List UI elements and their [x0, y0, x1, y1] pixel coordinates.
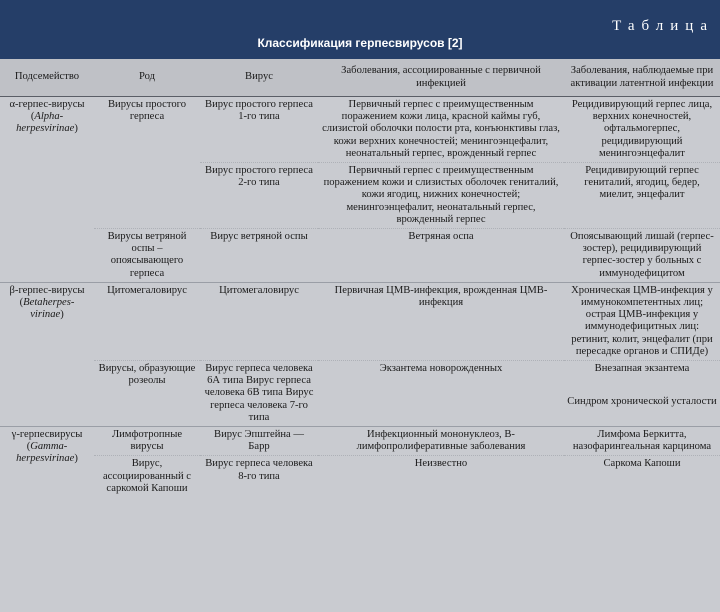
primary-disease-cell: Ветряная оспа [318, 229, 564, 283]
genus-cell: Цитомегаловирус [94, 282, 200, 360]
latent-disease-cell: Внезапная экзантема [564, 361, 720, 394]
latent-disease-cell: Синдром хронической усталости [567, 395, 717, 407]
table-row [0, 361, 720, 394]
subfamily-cell-gamma: γ-герпесвирусы (Gamma-herpesvirinae) [0, 427, 94, 498]
primary-disease-cell: Инфекционный мононуклеоз, В-лимфопролиферативные заболевания [318, 427, 564, 456]
virus-cell: Цитомегаловирус [200, 282, 318, 360]
subfamily-cell-beta: β-герпес-вирусы (Betaherpes-virinae) [0, 282, 94, 426]
herpesvirus-classification-table [0, 59, 720, 497]
genus-cell: Вирусы простого герпеса [107, 99, 187, 123]
subfamily-cell-alpha: α-герпес-вирусы (Alpha-herpesvirinae) [9, 99, 85, 135]
column-header-latent-diseases: Заболевания, наблюдаемые при активации латентной инфекции [564, 59, 720, 97]
table-label: Таблица [612, 18, 714, 34]
genus-cell: Вирус, ассоциированный с саркомой Капоши [94, 456, 200, 497]
genus-cell: Вирусы, образующие розеолы [94, 361, 200, 427]
column-header-virus: Вирус [200, 59, 318, 97]
table-header-row [0, 59, 720, 97]
latent-disease-cell: Хроническая ЦМВ-инфекция у иммунокомпетентных лиц; острая ЦМВ-инфекция у иммунодефицитных лиц: ретинит, колит, энцефалит (при пересадке органов и СПИДе) [564, 282, 720, 360]
primary-disease-cell: Неизвестно [318, 456, 564, 497]
primary-disease-cell: Первичный герпес с преимущественным поражением кожи и слизистых оболочек гениталий, кожи ягодиц, нижних конечностей; менингоэнцефалит, неонатальный герпес, врожденный герпес [318, 163, 564, 229]
virus-cell: Вирус герпеса человека 8-го типа [200, 456, 318, 497]
latent-disease-cell: Опоясывающий лишай (герпес-зостер), рецидивирующий герпес-зостер у больных с иммунодефицитом [564, 229, 720, 283]
table-row [0, 456, 720, 497]
primary-disease-cell: Первичная ЦМВ-инфекция, врожденная ЦМВ-инфекция [318, 282, 564, 360]
latent-disease-cell: Рецидивирующий герпес гениталий, ягодиц, бедер, миелит, энцефалит [564, 163, 720, 229]
column-header-subfamily: Подсемейство [0, 59, 94, 97]
virus-cell: Вирус простого герпеса 1-го типа [205, 99, 313, 123]
table-title: Классификация герпесвирусов [2] [257, 36, 463, 50]
table-row [0, 282, 720, 360]
column-header-genus: Род [94, 59, 200, 97]
virus-cell: Вирус простого герпеса 2-го типа [200, 163, 318, 229]
virus-cell: Вирус ветряной оспы [200, 229, 318, 283]
table-row [0, 427, 720, 456]
table-row [0, 97, 720, 163]
primary-disease-cell: Первичный герпес с преимущественным поражением кожи лица, красной каймы губ, слизистой оболочки полости рта, конъюнктивы глаз, кожи верхних конечностей; менингоэнцефалит, неонатальный герпес, врожденный герпес [322, 99, 560, 159]
column-header-primary-diseases: Заболевания, ассоциированные с первичной инфекцией [318, 59, 564, 97]
primary-disease-cell: Экзантема новорожденных [318, 361, 564, 427]
latent-disease-cell: Рецидивирующий герпес лица, верхних конечностей, офтальмогерпес, рецидивирующий менингоэнцефалит [571, 99, 713, 159]
genus-cell: Вирусы ветряной оспы – опоясывающего герпеса [94, 229, 200, 283]
table-row [0, 229, 720, 283]
latent-disease-cell: Саркома Капоши [564, 456, 720, 497]
virus-cell: Вирус герпеса человека 6А типа Вирус герпеса человека 6В типа Вирус герпеса человека 7-го типа [200, 361, 318, 427]
genus-cell: Лимфотропные вирусы [94, 427, 200, 456]
virus-cell: Вирус Эпштейна — Барр [200, 427, 318, 456]
table-header-bar [0, 0, 720, 59]
latent-disease-cell: Лимфома Беркитта, назофарингеальная карцинома [564, 427, 720, 456]
